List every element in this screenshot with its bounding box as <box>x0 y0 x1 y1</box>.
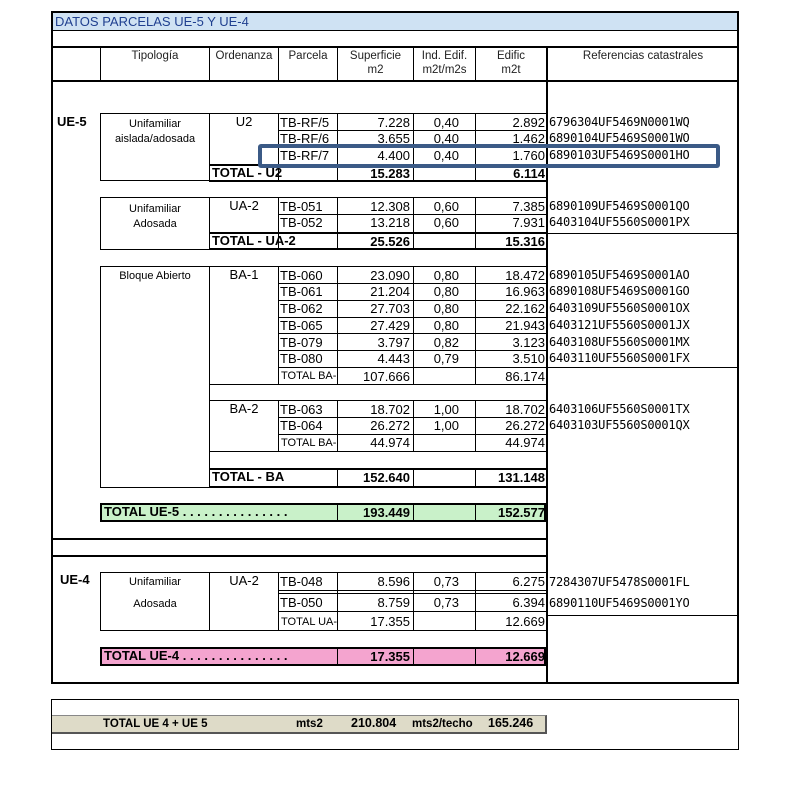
ba1-ordenanza: BA-1 <box>229 267 259 282</box>
g1-r0-ref: 6796304UF5469N0001WQ <box>549 115 690 129</box>
g2-r0-ind: 0,60 <box>433 199 459 214</box>
ue4-r0-ind: 0,73 <box>433 574 459 589</box>
g1-r1-sup: 3.655 <box>377 131 410 146</box>
g1-ordenanza: U2 <box>235 114 253 129</box>
ba1-r1-ind: 0,80 <box>433 284 459 299</box>
ue4-total-label: TOTAL UE-4 . . . . . . . . . . . . . . . <box>104 648 288 663</box>
selection-highlight <box>258 144 720 168</box>
grand-total-label: TOTAL UE 4 + UE 5 <box>103 718 208 730</box>
title-bar <box>51 11 739 31</box>
ba1-r2-ref: 6403109UF5560S0001OX <box>549 301 690 315</box>
g1-tipologia-2: aislada/adosada <box>114 133 196 145</box>
ue4-r0-ref: 7284307UF5478S0001FL <box>549 575 690 589</box>
g2-r1-parcela: TB-052 <box>280 215 323 230</box>
header-superficie-unit: m2 <box>367 64 384 76</box>
ba1-r1-ref: 6890108UF5469S0001GO <box>549 284 690 298</box>
g2-r0-edif: 7.385 <box>512 199 545 214</box>
ba1-r4-ref: 6403108UF5560S0001MX <box>549 335 690 349</box>
ba1-r2-sup: 27.703 <box>370 301 410 316</box>
g1-r2-parcela: TB-RF/7 <box>280 148 330 163</box>
g1-r1-ref: 6890104UF5469S0001WO <box>549 131 690 145</box>
g2-r1-edif: 7.931 <box>512 215 545 230</box>
ue4-r1-ref: 6890110UF5469S0001YO <box>549 596 690 610</box>
g1-total-edif: 6.114 <box>513 166 545 181</box>
g1-r0-ind: 0,40 <box>433 115 459 130</box>
ue4-tipologia-2: Adosada <box>133 598 177 610</box>
ue5-total-edif: 152.577 <box>498 505 545 520</box>
ba1-r0-sup: 23.090 <box>370 268 410 283</box>
g2-r0-sup: 12.308 <box>370 199 410 214</box>
ba1-r4-ind: 0,82 <box>433 335 459 350</box>
ue4-sub-sup: 17.355 <box>370 614 410 629</box>
ba1-r1-parcela: TB-061 <box>280 284 323 299</box>
ba1-r3-edif: 21.943 <box>505 318 545 333</box>
g2-total-sup: 25.526 <box>370 234 410 249</box>
ba2-r0-parcela: TB-063 <box>280 402 323 417</box>
g1-r0-parcela: TB-RF/5 <box>280 115 330 130</box>
ba2-ordenanza: BA-2 <box>229 401 259 416</box>
ue4-r1-edif: 6.394 <box>512 595 545 610</box>
header-superficie: Superficie <box>349 50 402 62</box>
ue4-r0-parcela: TB-048 <box>280 574 323 589</box>
g2-total-label: TOTAL - UA-2 <box>212 233 296 248</box>
ue4-total-edif: 12.669 <box>505 649 545 664</box>
ba2-total-edif: 44.974 <box>505 435 545 450</box>
page-title: DATOS PARCELAS UE-5 Y UE-4 <box>55 14 249 29</box>
header-parcela: Parcela <box>288 50 328 62</box>
ue4-total-sup: 17.355 <box>370 649 410 664</box>
g1-r1-edif: 1.462 <box>512 131 545 146</box>
g2-ordenanza: UA-2 <box>229 198 259 213</box>
g2-r0-ref: 6890109UF5469S0001QO <box>549 199 690 213</box>
g3-tipologia-box <box>100 266 210 488</box>
ba1-r0-edif: 18.472 <box>505 268 545 283</box>
g1-r0-edif: 2.892 <box>512 115 545 130</box>
ue4-r1-sup: 8.759 <box>377 595 410 610</box>
grand-total-unit2: mts2/techo <box>412 718 473 730</box>
title-sub-bar <box>51 31 739 47</box>
g2-r1-ind: 0,60 <box>433 215 459 230</box>
ba2-total-label: TOTAL BA- <box>281 437 337 449</box>
grand-total-unit1: mts2 <box>296 718 323 730</box>
ba1-r1-sup: 21.204 <box>370 284 410 299</box>
ba1-total-label: TOTAL BA- <box>281 370 337 382</box>
g2-tipologia-2: Adosada <box>133 218 177 230</box>
ba1-total-sup: 107.666 <box>363 369 410 384</box>
header-referencias: Referencias catastrales <box>582 50 704 62</box>
ba1-r3-sup: 27.429 <box>370 318 410 333</box>
ue5-label: UE-5 <box>57 114 87 129</box>
header-edific-unit: m2t <box>501 64 521 76</box>
ba1-r3-parcela: TB-065 <box>280 318 323 333</box>
ue4-label: UE-4 <box>60 572 90 587</box>
g2-r1-ref: 6403104UF5560S0001PX <box>549 215 690 229</box>
ba2-r0-ind: 1,00 <box>433 402 459 417</box>
ba2-r0-edif: 18.702 <box>505 402 545 417</box>
ba1-r5-parcela: TB-080 <box>280 351 323 366</box>
ue4-r0-edif: 6.275 <box>512 574 545 589</box>
g1-r2-ind: 0,40 <box>433 148 459 163</box>
ba1-r2-edif: 22.162 <box>505 301 545 316</box>
g1-r0-sup: 7.228 <box>377 115 410 130</box>
header-edific: Edific <box>496 50 526 62</box>
g1-r2-edif: 1.760 <box>512 148 545 163</box>
ba1-r5-ind: 0,79 <box>433 351 459 366</box>
ba1-r4-edif: 3.123 <box>512 335 545 350</box>
ba2-r1-edif: 26.272 <box>505 418 545 433</box>
g1-r1-parcela: TB-RF/6 <box>280 131 330 146</box>
grand-total-sup: 210.804 <box>351 716 397 730</box>
g2-r0-parcela: TB-051 <box>280 199 323 214</box>
ue4-sub-label: TOTAL UA- <box>281 616 338 628</box>
ue4-r1-parcela: TB-050 <box>280 595 323 610</box>
ba2-r1-ref: 6403103UF5560S0001QX <box>549 418 690 432</box>
ba1-r4-parcela: TB-079 <box>280 335 323 350</box>
ba1-r5-edif: 3.510 <box>512 351 545 366</box>
ue4-tipologia-1: Unifamiliar <box>129 576 181 588</box>
ba1-r3-ind: 0,80 <box>433 318 459 333</box>
ba1-r2-parcela: TB-062 <box>280 301 323 316</box>
ue4-sub-edif: 12.669 <box>505 614 545 629</box>
ba1-total-edif: 86.174 <box>505 369 545 384</box>
ba1-r5-sup: 4.443 <box>377 351 410 366</box>
ba2-r1-sup: 26.272 <box>370 418 410 433</box>
ba1-r0-parcela: TB-060 <box>280 268 323 283</box>
ba1-r4-sup: 3.797 <box>377 335 410 350</box>
ba2-r0-ref: 6403106UF5560S0001TX <box>549 402 690 416</box>
header-ind-edif-unit: m2t/m2s <box>422 64 467 76</box>
ba-total-edif: 131.148 <box>498 470 545 485</box>
g3-tipologia-1: Bloque Abierto <box>119 270 191 282</box>
ue5-total-sup: 193.449 <box>363 505 410 520</box>
ba2-r1-ind: 1,00 <box>433 418 459 433</box>
ue5-total-label: TOTAL UE-5 . . . . . . . . . . . . . . . <box>104 504 288 519</box>
g2-tipologia-1: Unifamiliar <box>129 203 181 215</box>
ba1-r0-ind: 0,80 <box>433 268 459 283</box>
ue4-ordenanza: UA-2 <box>229 573 259 588</box>
g1-r2-sup: 4.400 <box>377 148 410 163</box>
header-tipologia: Tipología <box>131 50 179 62</box>
ue4-r0-sup: 8.596 <box>377 574 410 589</box>
ba1-r2-ind: 0,80 <box>433 301 459 316</box>
g1-r2-ref: 6890103UF5469S0001HO <box>549 148 690 162</box>
ba1-r0-ref: 6890105UF5469S0001AO <box>549 268 690 282</box>
g1-total-label: TOTAL - U2 <box>212 165 283 180</box>
ba1-r3-ref: 6403121UF5560S0001JX <box>549 318 690 332</box>
ba1-r5-ref: 6403110UF5560S0001FX <box>549 351 690 365</box>
ba2-r1-parcela: TB-064 <box>280 418 323 433</box>
ba-total-label: TOTAL - BA <box>212 469 285 484</box>
ue4-r1-ind: 0,73 <box>433 595 459 610</box>
ba2-r0-sup: 18.702 <box>370 402 410 417</box>
g1-r1-ind: 0,40 <box>433 131 459 146</box>
ba-total-sup: 152.640 <box>363 470 410 485</box>
g2-r1-sup: 13.218 <box>370 215 410 230</box>
ba2-total-sup: 44.974 <box>370 435 410 450</box>
header-ind-edif: Ind. Edif. <box>421 50 468 62</box>
g2-total-edif: 15.316 <box>505 234 545 249</box>
g1-total-sup: 15.283 <box>370 166 410 181</box>
header-ordenanza: Ordenanza <box>215 50 273 62</box>
g1-tipologia-1: Unifamiliar <box>129 118 181 130</box>
grand-total-edif: 165.246 <box>488 716 534 730</box>
ba1-r1-edif: 16.963 <box>505 284 545 299</box>
